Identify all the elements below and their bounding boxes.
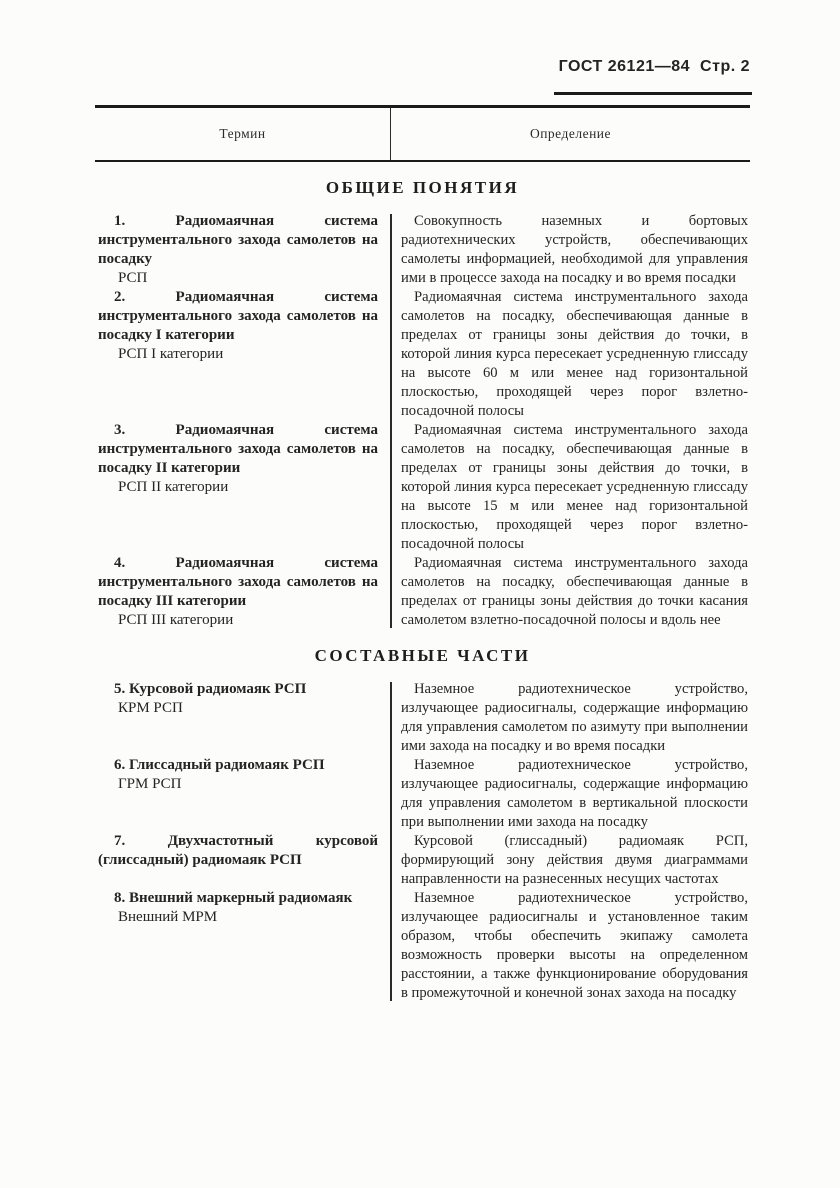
table-row xyxy=(95,421,750,554)
table-row xyxy=(95,832,750,889)
term-text: 4. Радиомаячная система инструментального захода самолетов на посадку III категории xyxy=(98,555,378,609)
page-number: Стр. 2 xyxy=(700,58,750,75)
table-row xyxy=(95,680,750,756)
term-cell xyxy=(95,212,390,288)
definition-cell xyxy=(390,889,750,1003)
term-short-form: РСП III категории xyxy=(118,612,234,628)
term-short-form: КРМ РСП xyxy=(118,700,183,716)
term-text: 8. Внешний маркерный радиомаяк xyxy=(114,890,353,906)
term-text: 1. Радиомаячная система инструментального захода самолетов на посадку xyxy=(98,213,378,267)
definition-cell xyxy=(390,832,750,889)
term-text: 5. Курсовой радиомаяк РСП xyxy=(114,681,307,697)
term-text: 3. Радиомаячная система инструментального захода самолетов на посадку II категории xyxy=(98,422,378,476)
term-cell xyxy=(95,554,390,630)
table-row xyxy=(95,212,750,288)
definition-text: Совокупность наземных и бортовых радиотехнических устройств, обеспечивающих самолеты информацией, необходимой для управления ими в процессе захода на посадку и во время посадки xyxy=(401,213,748,286)
section-title-components: СОСТАВНЫЕ ЧАСТИ xyxy=(314,646,531,665)
column-header-term: Термин xyxy=(95,108,391,160)
term-cell xyxy=(95,288,390,421)
definition-text: Радиомаячная система инструментального захода самолетов на посадку, обеспечивающая данные в пределах от границы зоны действия до точки, в которой линия курса пересекает усредненную глиссаду на высоте 60 м или менее над горизонтальной плоскостью, проходящей через порог взлетно-посадочной полосы xyxy=(401,289,748,419)
definition-text: Радиомаячная система инструментального захода самолетов на посадку, обеспечивающая данные в пределах от границы зоны действия до точки, в которой линия курса пересекает усредненную глиссаду на высоте 15 м или менее над горизонтальной плоскостью, проходящей через порог взлетно-посадочной полосы xyxy=(401,422,748,552)
section-title-general: ОБЩИЕ ПОНЯТИЯ xyxy=(325,178,520,197)
definition-text: Радиомаячная система инструментального захода самолетов на посадку, обеспечивающая данные в пределах от границы зоны действия до точки касания самолетом взлетно-посадочной полосы и вдоль нее xyxy=(401,555,748,628)
doc-reference: ГОСТ 26121—84 xyxy=(558,58,691,75)
definition-cell xyxy=(390,288,750,421)
term-text: 6. Глиссадный радиомаяк РСП xyxy=(114,757,325,773)
term-short-form: РСП xyxy=(118,270,148,286)
header-rule xyxy=(554,92,752,95)
table-row xyxy=(95,288,750,421)
section-entries-components xyxy=(95,680,750,1003)
table-row xyxy=(95,889,750,1003)
term-short-form: ГРМ РСП xyxy=(118,776,182,792)
definition-text: Наземное радиотехническое устройство, излучающее радиосигналы и установленное таким образом, чтобы обеспечить экипажу самолета возможность проверки высоты на определенном расстоянии, а также функционирование оборудования в промежуточной и конечной зонах захода на посадку xyxy=(401,890,748,1001)
definition-cell xyxy=(390,554,750,630)
definition-text: Курсовой (глиссадный) радиомаяк РСП, формирующий зону действия двумя диаграммами направленности на разнесенных несущих частотах xyxy=(401,833,748,887)
definition-text: Наземное радиотехническое устройство, излучающее радиосигналы, содержащие информацию для управления самолетом по азимуту при выполнении ими захода на посадку и во время посадки xyxy=(401,681,748,754)
term-short-form: РСП I категории xyxy=(118,346,224,362)
term-text: 7. Двухчастотный курсовой (глиссадный) радиомаяк РСП xyxy=(98,833,378,868)
table-row xyxy=(95,756,750,832)
term-cell xyxy=(95,889,390,1003)
table-header-row xyxy=(95,108,750,162)
term-cell xyxy=(95,680,390,756)
section-entries-general xyxy=(95,212,750,630)
definition-cell xyxy=(390,680,750,756)
term-cell xyxy=(95,832,390,889)
definition-cell xyxy=(390,212,750,288)
column-header-definition: Определение xyxy=(529,126,612,141)
term-short-form: Внешний МРМ xyxy=(118,909,218,925)
term-text: 2. Радиомаячная система инструментального захода самолетов на посадку I категории xyxy=(98,289,378,343)
terms-table xyxy=(95,105,750,1003)
term-short-form: РСП II категории xyxy=(118,479,229,495)
term-cell xyxy=(95,756,390,832)
table-row xyxy=(95,554,750,630)
definition-cell xyxy=(390,756,750,832)
running-head xyxy=(559,58,750,76)
definition-text: Наземное радиотехническое устройство, излучающее радиосигналы, содержащие информацию для управления самолетом в вертикальной плоскости при выполнении ими захода на посадку xyxy=(401,757,748,830)
definition-cell xyxy=(390,421,750,554)
term-cell xyxy=(95,421,390,554)
